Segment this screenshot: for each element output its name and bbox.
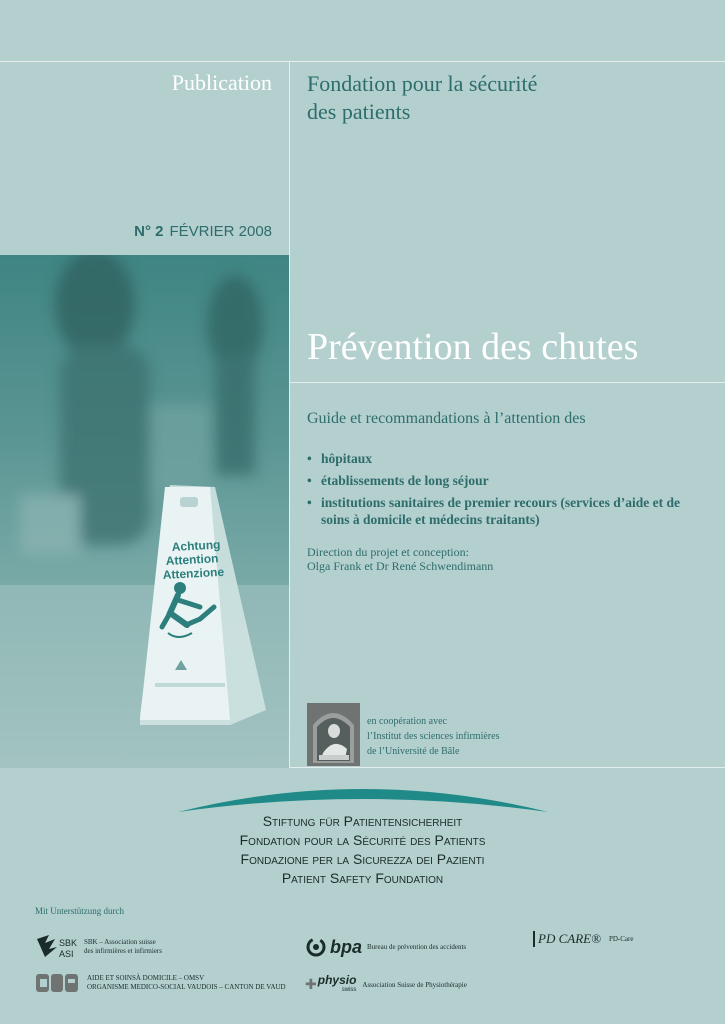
physio-logo-text: physio (317, 973, 357, 987)
sbk-line2: des infirmières et infirmiers (84, 947, 162, 955)
cover-photo (0, 255, 289, 768)
omsv-line1: AIDE ET SOINSÀ DOMICILE – OMSV (87, 974, 205, 982)
bpa-text: Bureau de prévention des accidents (367, 942, 467, 951)
org-title-line1: Fondation pour la sécurité (307, 71, 538, 96)
cooperation-note (367, 714, 499, 759)
pd-care-text: PD-Care (608, 934, 634, 943)
column-divider (289, 61, 290, 768)
caution-sign-illustration (0, 255, 289, 768)
foundation-name-de: Stiftung für Patientensicherheit (262, 813, 463, 829)
main-title: Prévention des chutes (307, 326, 639, 368)
blurred-figures (20, 255, 263, 555)
physio-logo-sub: swiss (341, 987, 357, 993)
sbk-line1: SBK – Association suisse (84, 938, 156, 946)
foundation-logo-arc (178, 784, 548, 814)
physio-text: Association Suisse de Physiothérapie (362, 980, 467, 989)
issue-date: FÉVRIER 2008 (169, 223, 272, 240)
publication-label: Publication (171, 70, 272, 95)
bullet-icon: • (307, 495, 312, 510)
list-item (307, 494, 697, 528)
sponsor-sbk (35, 933, 162, 961)
omsv-logo-icon (35, 972, 79, 994)
bullet-icon: • (307, 473, 312, 488)
bpa-logo-text: bpa (330, 936, 363, 957)
sign-line-3: Attenzione (162, 564, 225, 582)
sponsor-pd-care (533, 931, 633, 947)
foundation-names (0, 812, 725, 888)
svg-text:SBK: SBK (59, 938, 78, 948)
cooperation-line1: en coopération avec (367, 716, 447, 727)
sponsor-bpa (305, 936, 466, 958)
target-list (307, 450, 697, 533)
sbk-logo-icon (35, 933, 81, 961)
physio-plus-icon: ✚ (305, 977, 317, 993)
top-rule (0, 61, 725, 62)
list-item-text: établissements de long séjour (321, 473, 489, 488)
omsv-line2: ORGANISME MEDICO-SOCIAL VAUDOIS – CANTON DE VAUD (87, 983, 286, 991)
guide-intro: Guide et recommandations à l’attention des (307, 410, 586, 427)
org-title (307, 70, 707, 126)
support-label: Mit Unterstützung durch (35, 906, 124, 916)
list-item-text: hôpitaux (321, 451, 373, 466)
foundation-name-it: Fondazione per la Sicurezza dei Pazienti (240, 851, 485, 867)
sign-line-1: Achtung (171, 537, 221, 554)
direction-line1: Direction du projet et conception: (307, 545, 469, 559)
cooperation-line3: de l’Université de Bâle (367, 746, 460, 757)
list-item-text: institutions sanitaires de premier recours (services d’aide et de soins à domicile et médecins traitants) (321, 495, 680, 527)
sponsor-omsv (35, 972, 286, 994)
bpa-logo-icon (305, 936, 327, 958)
sponsor-physio (305, 975, 467, 995)
list-item (307, 450, 697, 467)
bullet-icon: • (307, 451, 312, 466)
cooperation-line2: l’Institut des sciences infirmières (367, 731, 500, 742)
foundation-name-fr: Fondation pour la Sécurité des Patients (239, 832, 486, 848)
issue-info (134, 223, 272, 240)
direction-line2: Olga Frank et Dr René Schwendimann (307, 559, 494, 573)
sign-line-2: Attention (165, 551, 219, 568)
pd-care-logo: PD CARE® (533, 931, 601, 947)
org-title-line2: des patients (307, 99, 411, 124)
project-direction (307, 545, 493, 573)
foundation-name-en: Patient Safety Foundation (281, 870, 444, 886)
issue-number: N° 2 (134, 223, 164, 240)
svg-text:ASI: ASI (59, 949, 74, 959)
university-seal-icon (307, 703, 360, 766)
list-item (307, 472, 697, 489)
